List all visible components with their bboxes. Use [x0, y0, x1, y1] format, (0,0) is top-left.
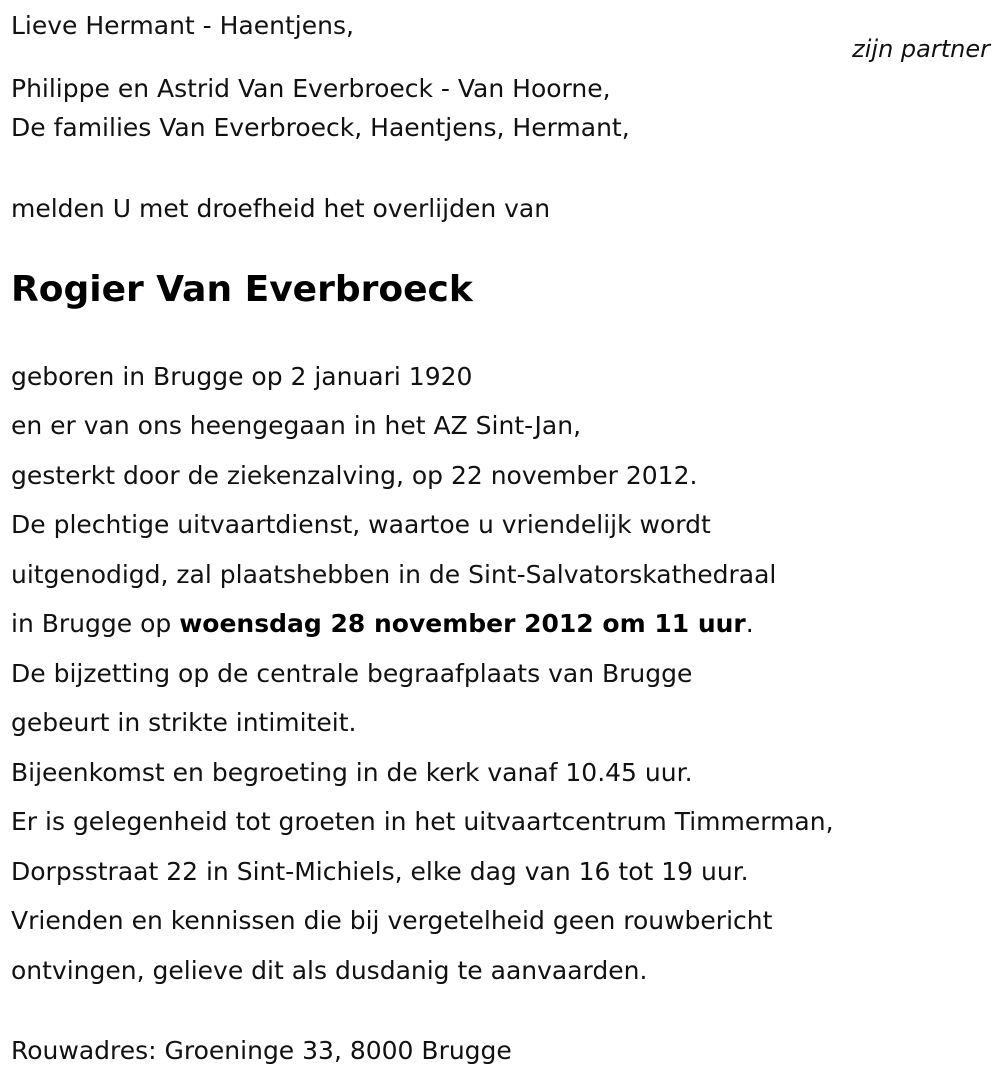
body-line-funeral-date [11, 609, 754, 639]
body-line-accept: ontvingen, gelieve dit als dusdanig te aanvaarden. [11, 956, 648, 985]
deceased-name: Rogier Van Everbroeck [11, 269, 473, 310]
body-line-gathering: Bijeenkomst en begroeting in de kerk vanaf 10.45 uur. [11, 758, 693, 787]
announcement-text: melden U met droefheid het overlijden van [11, 194, 551, 223]
body-line-location: uitgenodigd, zal plaatshebben in de Sint-Salvatorskathedraal [11, 560, 777, 589]
mourner-role: zijn partner [852, 35, 990, 63]
mourning-address: Rouwadres: Groeninge 33, 8000 Brugge [11, 1036, 512, 1065]
body-line-burial: De bijzetting op de centrale begraafplaats van Brugge [11, 659, 693, 688]
funeral-date-suffix: . [745, 609, 754, 638]
body-line-visitation-hours: Dorpsstraat 22 in Sint-Michiels, elke dag van 16 tot 19 uur. [11, 857, 749, 886]
body-line-visitation: Er is gelegenheid tot groeten in het uitvaartcentrum Timmerman, [11, 807, 834, 836]
mourner-children: Philippe en Astrid Van Everbroeck - Van Hoorne, [11, 74, 611, 103]
body-line-passing: en er van ons heengegaan in het AZ Sint-Jan, [11, 411, 582, 440]
body-line-friends: Vrienden en kennissen die bij vergetelheid geen rouwbericht [11, 906, 773, 935]
body-line-funeral-service: De plechtige uitvaartdienst, waartoe u vriendelijk wordt [11, 510, 711, 539]
funeral-date-prefix: in Brugge op [11, 609, 180, 638]
body-line-date-of-death: gesterkt door de ziekenzalving, op 22 november 2012. [11, 461, 698, 490]
mourner-partner: Lieve Hermant - Haentjens, [11, 11, 354, 40]
body-line-birth: geboren in Brugge op 2 januari 1920 [11, 362, 473, 391]
funeral-date-bold: woensdag 28 november 2012 om 11 uur [179, 609, 746, 638]
body-line-intimacy: gebeurt in strikte intimiteit. [11, 708, 357, 737]
mourner-families: De families Van Everbroeck, Haentjens, Hermant, [11, 113, 630, 142]
